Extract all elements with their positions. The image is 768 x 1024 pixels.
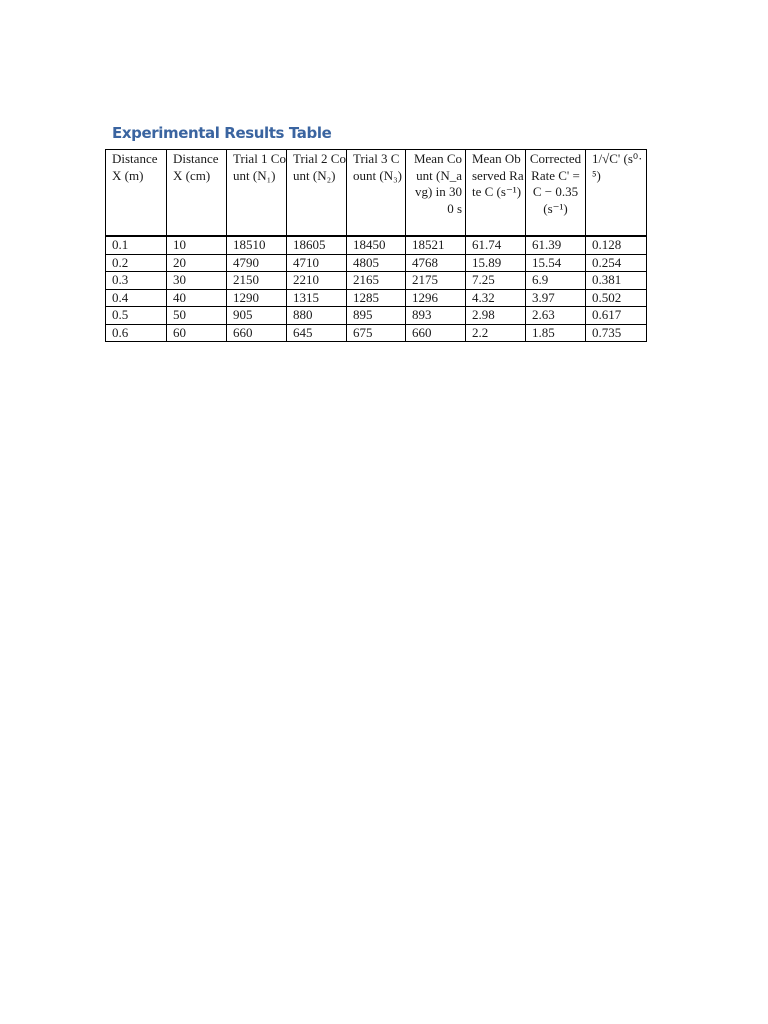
- table-title: Experimental Results Table: [112, 124, 332, 142]
- table-cell: 0.2: [106, 254, 167, 272]
- table-cell: 7.25: [466, 272, 526, 290]
- table-cell: 1315: [287, 289, 347, 307]
- table-cell: 893: [406, 307, 466, 325]
- table-cell: 0.6: [106, 324, 167, 342]
- table-cell: 0.4: [106, 289, 167, 307]
- header-cell: Mean Observed Rate C (s⁻¹): [466, 150, 526, 237]
- table-cell: 0.617: [586, 307, 647, 325]
- table-cell: 15.89: [466, 254, 526, 272]
- table-cell: 675: [347, 324, 406, 342]
- header-cell: Distance X (cm): [167, 150, 227, 237]
- header-cell: Corrected Rate C' = C − 0.35 (s⁻¹): [526, 150, 586, 237]
- results-table: [105, 149, 647, 342]
- header-cell: Trial 2 Count (N₂): [287, 150, 347, 237]
- table-cell: 0.381: [586, 272, 647, 290]
- header-cell: Trial 3 Count (N₃): [347, 150, 406, 237]
- header-cell: Trial 1 Count (N₁): [227, 150, 287, 237]
- table-cell: 0.5: [106, 307, 167, 325]
- table-row: [106, 254, 647, 272]
- table-cell: 0.254: [586, 254, 647, 272]
- table-cell: 30: [167, 272, 227, 290]
- table-row: [106, 324, 647, 342]
- table-cell: 50: [167, 307, 227, 325]
- table-cell: 0.3: [106, 272, 167, 290]
- table-cell: 2175: [406, 272, 466, 290]
- header-row: [106, 150, 647, 237]
- table-cell: 905: [227, 307, 287, 325]
- table-cell: 40: [167, 289, 227, 307]
- table-cell: 1296: [406, 289, 466, 307]
- table-row: [106, 289, 647, 307]
- table-cell: 4710: [287, 254, 347, 272]
- table-cell: 4768: [406, 254, 466, 272]
- table-cell: 2.98: [466, 307, 526, 325]
- table-cell: 61.39: [526, 236, 586, 254]
- table-cell: 18521: [406, 236, 466, 254]
- table-cell: 18605: [287, 236, 347, 254]
- header-cell: 1/√C' (s⁰·⁵): [586, 150, 647, 237]
- table-row: [106, 272, 647, 290]
- table-cell: 15.54: [526, 254, 586, 272]
- table-cell: 645: [287, 324, 347, 342]
- table-cell: 660: [227, 324, 287, 342]
- table-cell: 4790: [227, 254, 287, 272]
- table-cell: 6.9: [526, 272, 586, 290]
- table-cell: 4.32: [466, 289, 526, 307]
- table-cell: 18510: [227, 236, 287, 254]
- table-row: [106, 307, 647, 325]
- table-cell: 1290: [227, 289, 287, 307]
- header-cell: Distance X (m): [106, 150, 167, 237]
- table-cell: 2210: [287, 272, 347, 290]
- table-cell: 1285: [347, 289, 406, 307]
- table-cell: 10: [167, 236, 227, 254]
- table-cell: 20: [167, 254, 227, 272]
- table-cell: 60: [167, 324, 227, 342]
- table-cell: 18450: [347, 236, 406, 254]
- table-cell: 2.2: [466, 324, 526, 342]
- table-cell: 1.85: [526, 324, 586, 342]
- table-cell: 61.74: [466, 236, 526, 254]
- table-cell: 660: [406, 324, 466, 342]
- table-cell: 0.128: [586, 236, 647, 254]
- table-cell: 880: [287, 307, 347, 325]
- table-cell: 3.97: [526, 289, 586, 307]
- table-cell: 2165: [347, 272, 406, 290]
- table-row: [106, 236, 647, 254]
- table-cell: 2150: [227, 272, 287, 290]
- table-cell: 0.1: [106, 236, 167, 254]
- table-cell: 4805: [347, 254, 406, 272]
- table-cell: 0.735: [586, 324, 647, 342]
- table-cell: 895: [347, 307, 406, 325]
- table-cell: 0.502: [586, 289, 647, 307]
- table-cell: 2.63: [526, 307, 586, 325]
- header-cell: Mean Count (N_avg) in 300 s: [406, 150, 466, 237]
